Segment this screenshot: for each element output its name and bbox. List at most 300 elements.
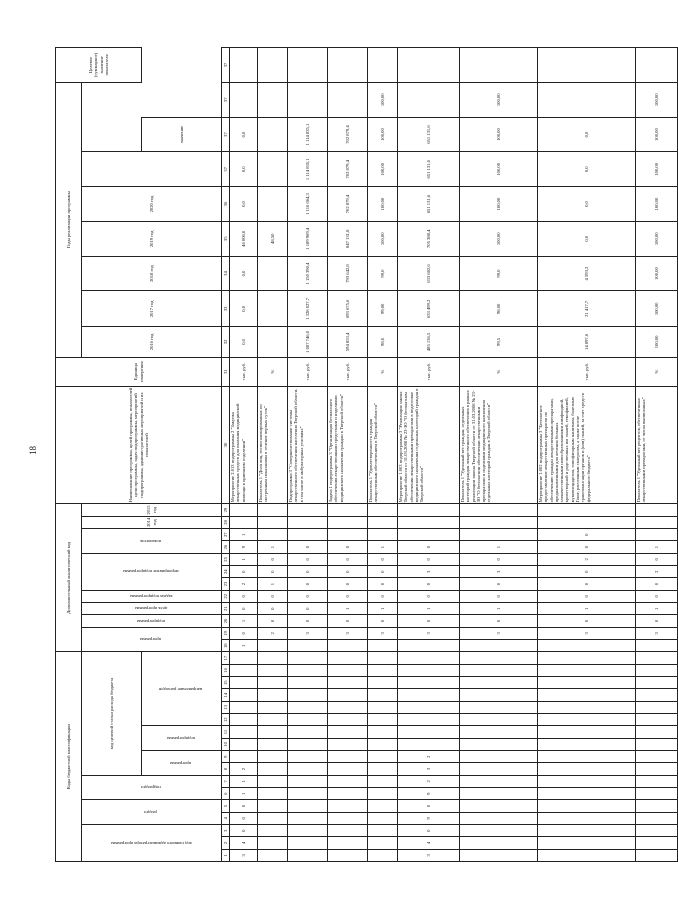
year-value-cell: 702 879,4 <box>328 187 368 222</box>
year-value-cell: 100,00 <box>460 187 538 222</box>
column-index-cell: 27 <box>222 529 230 541</box>
code-cell <box>288 812 328 824</box>
code-cell <box>328 640 368 652</box>
table-body <box>230 48 678 862</box>
code-cell: 1 <box>636 541 678 553</box>
column-index-cell: 34 <box>222 256 230 291</box>
code-cell: 0 <box>258 590 288 602</box>
code-cell: 0 <box>288 578 328 590</box>
code-cell <box>288 516 328 528</box>
code-cell <box>398 726 460 738</box>
row-name: Показатель 1 "Удельный вес рецептов, обеспеченных лекарственными препаратами, от числа выписанных" <box>636 386 678 504</box>
code-cell <box>636 800 678 812</box>
code-cell <box>460 640 538 652</box>
code-cell <box>258 516 288 528</box>
year-value-cell: 100,00 <box>368 221 398 256</box>
code-cell <box>398 689 460 701</box>
year-value-cell: 651 131,6 <box>398 152 460 187</box>
year-value-cell <box>258 187 288 222</box>
code-cell: 3 <box>538 627 636 639</box>
page-number: 18 <box>28 446 38 455</box>
column-index-cell: 32 <box>222 327 230 357</box>
year-value-cell: 100,00 <box>368 187 398 222</box>
column-index-cell: 29 <box>222 504 230 516</box>
year-value-cell: 1 150 390,4 <box>288 256 328 291</box>
column-index-cell: 35 <box>222 221 230 256</box>
code-cell <box>460 738 538 750</box>
year-value-cell: 1 116 064,3 <box>288 187 328 222</box>
column-index-cell: 3 <box>222 825 230 837</box>
header-podrazdel: подраздел <box>82 775 222 800</box>
code-cell: 1 <box>230 553 258 565</box>
code-cell <box>328 738 368 750</box>
year-value-cell: 485 136,5 <box>398 327 460 357</box>
header-target-value: значение <box>142 117 222 152</box>
column-index-cell: 1 <box>222 849 230 861</box>
table-row <box>288 48 328 862</box>
year-value-cell: 1 189 969,4 <box>288 221 328 256</box>
year-value-cell: 705 388,4 <box>398 221 460 256</box>
year-value-cell: 4 593,2 <box>538 256 636 291</box>
header-programma-extra: программа <box>82 627 222 652</box>
code-cell <box>288 726 328 738</box>
header-admin: код главного администратора программы <box>82 825 222 862</box>
year-value-cell: 693 675,6 <box>328 291 368 327</box>
code-cell <box>636 516 678 528</box>
code-cell <box>460 812 538 824</box>
header-codes: Коды бюджетной классификации <box>56 652 82 862</box>
code-cell: 3 <box>460 566 538 578</box>
table-row <box>538 48 636 862</box>
column-index-cell: 15 <box>222 677 230 689</box>
row-unit: % <box>460 357 538 386</box>
code-cell: 3 <box>368 627 398 639</box>
code-cell: 2 <box>636 566 678 578</box>
code-cell <box>636 788 678 800</box>
row-unit: тыс. руб. <box>230 357 258 386</box>
code-cell <box>368 825 398 837</box>
code-cell: 1 <box>230 640 258 652</box>
target-value-cell <box>230 82 258 117</box>
code-cell <box>368 763 398 775</box>
code-cell: 1 <box>230 529 258 541</box>
code-cell <box>460 800 538 812</box>
code-cell <box>398 714 460 726</box>
row-unit: % <box>636 357 678 386</box>
code-cell <box>460 849 538 861</box>
code-cell <box>368 775 398 787</box>
column-index-cell: 10 <box>222 738 230 750</box>
code-cell <box>636 529 678 541</box>
target-extra-cell <box>288 48 328 83</box>
column-index-cell: 11 <box>222 726 230 738</box>
code-cell <box>258 812 288 824</box>
code-cell: 0 <box>328 553 368 565</box>
code-cell <box>538 825 636 837</box>
code-cell <box>258 825 288 837</box>
year-value-cell: 100,00 <box>368 117 398 152</box>
code-cell <box>368 516 398 528</box>
code-cell <box>230 677 258 689</box>
code-cell <box>328 652 368 664</box>
code-cell <box>328 763 368 775</box>
code-cell <box>328 800 368 812</box>
code-cell <box>368 701 398 713</box>
code-cell <box>230 652 258 664</box>
code-cell: 1 <box>368 603 398 615</box>
code-cell <box>288 652 328 664</box>
column-index-cell: 22 <box>222 590 230 602</box>
row-name: Мероприятие 1.003 подпрограммы 3 "Реализация закона Тверской области от 31.03.2008 № 23-ЗО "О бесплатном обеспечении лекарственными препаратами в подготовке медицинского назначения отдельных категорий граждан в Тверской области" <box>398 386 460 504</box>
row-name: Показатель 1 "Удельный вес граждан, отдельных категорий граждан лекарственного обеспечения в рамках реализации закона Тверской области от 31.03.2008 № 23-ЗО "О бесплатном обеспечении лекарственными препаратами и изделиями медицинского назначения отдельных категорий граждан в Тверской области" <box>460 386 538 504</box>
row-unit: % <box>368 357 398 386</box>
header-cel: цель программы <box>82 603 222 615</box>
target-value-cell <box>258 82 288 117</box>
code-cell: 0 <box>538 529 636 541</box>
year-value-cell: 100,00 <box>636 256 678 291</box>
code-cell: 1 <box>328 603 368 615</box>
year-value-cell: 100,00 <box>636 187 678 222</box>
header-zadacha: задача подпрограммы <box>82 590 222 602</box>
code-cell: 9 <box>398 788 460 800</box>
code-cell: 0 <box>460 590 538 602</box>
code-cell: 0 <box>288 590 328 602</box>
year-value-cell: 0,0 <box>538 117 636 152</box>
year-value-cell: 98,00 <box>460 291 538 327</box>
code-cell <box>368 837 398 849</box>
code-cell <box>460 529 538 541</box>
code-cell <box>328 788 368 800</box>
code-cell: 3 <box>636 627 678 639</box>
code-cell: 0 <box>258 603 288 615</box>
code-cell <box>398 652 460 664</box>
code-cell <box>398 504 460 516</box>
code-cell <box>460 837 538 849</box>
code-cell <box>636 751 678 763</box>
column-index-cell: 20 <box>222 615 230 627</box>
code-cell <box>460 664 538 676</box>
code-cell <box>368 800 398 812</box>
header-2015: 2015 год <box>82 504 222 516</box>
target-extra-cell <box>328 48 368 83</box>
table-row <box>398 48 460 862</box>
year-value-cell <box>258 256 288 291</box>
column-index-cell: 30 <box>222 386 230 504</box>
year-value-cell: 100,00 <box>636 152 678 187</box>
column-index-cell: 37 <box>222 117 230 152</box>
code-cell <box>288 701 328 713</box>
year-value-cell: 594 853,4 <box>328 327 368 357</box>
code-cell: 0 <box>258 615 288 627</box>
code-cell <box>538 689 636 701</box>
code-cell: 0 <box>368 578 398 590</box>
code-cell <box>328 726 368 738</box>
code-cell <box>538 677 636 689</box>
code-cell: 0 <box>398 825 460 837</box>
code-cell: 0 <box>328 541 368 553</box>
code-cell <box>368 849 398 861</box>
header-year-blank <box>82 152 222 187</box>
code-cell: 0 <box>636 590 678 602</box>
header-programma: программа <box>142 751 222 776</box>
code-cell <box>368 751 398 763</box>
code-cell: 1 <box>460 541 538 553</box>
column-index-cell: 6 <box>222 788 230 800</box>
code-cell <box>460 763 538 775</box>
code-cell: 2 <box>258 627 288 639</box>
column-index-cell: 9 <box>222 751 230 763</box>
year-value-cell: 0,0 <box>230 187 258 222</box>
code-cell: 3 <box>398 566 460 578</box>
year-value-cell: 0,0 <box>538 152 636 187</box>
code-cell <box>368 504 398 516</box>
year-value-cell: 0,0 <box>230 152 258 187</box>
row-unit: тыс. руб. <box>328 357 368 386</box>
code-cell <box>636 664 678 676</box>
year-value-cell <box>258 152 288 187</box>
row-name: Мероприятие 2.013 подпрограммы 2 "Закупка лекарственных средств для оказания медицинской помощи в приемном отделении" <box>230 386 258 504</box>
table-row <box>636 48 678 862</box>
column-index-cell: 8 <box>222 763 230 775</box>
code-cell <box>398 516 460 528</box>
column-index-cell: 19 <box>222 627 230 639</box>
code-cell <box>636 825 678 837</box>
code-cell <box>398 640 460 652</box>
code-cell: 0 <box>288 553 328 565</box>
code-cell: 0 <box>328 615 368 627</box>
header-years: Годы реализации программы <box>56 82 82 357</box>
code-cell: 0 <box>460 615 538 627</box>
code-cell <box>636 714 678 726</box>
column-index-cell: 21 <box>222 603 230 615</box>
year-value-cell: 0,0 <box>230 327 258 357</box>
code-cell <box>230 714 258 726</box>
code-cell <box>636 837 678 849</box>
target-value-cell <box>328 82 368 117</box>
code-cell: 0 <box>398 590 460 602</box>
code-cell <box>328 751 368 763</box>
code-cell: 2 <box>538 553 636 565</box>
code-cell <box>636 677 678 689</box>
column-index-cell: 12 <box>222 714 230 726</box>
code-cell <box>538 714 636 726</box>
code-cell: 0 <box>230 627 258 639</box>
code-cell: 0 <box>368 553 398 565</box>
code-cell <box>368 714 398 726</box>
year-value-cell: 100,00 <box>636 327 678 357</box>
code-cell <box>288 837 328 849</box>
code-cell <box>460 726 538 738</box>
header-razdel: раздел <box>82 800 222 825</box>
code-cell: 1 <box>258 541 288 553</box>
table-row <box>230 48 258 862</box>
code-cell: 0 <box>368 615 398 627</box>
code-cell <box>636 689 678 701</box>
code-cell <box>258 788 288 800</box>
code-cell <box>230 689 258 701</box>
target-value-cell: 100,00 <box>460 82 538 117</box>
code-cell: 0 <box>288 566 328 578</box>
code-cell <box>368 788 398 800</box>
column-index-cell: 7 <box>222 775 230 787</box>
target-value-cell: 100,00 <box>636 82 678 117</box>
code-cell <box>328 664 368 676</box>
code-cell: 0 <box>636 615 678 627</box>
column-index-cell: 17 <box>222 652 230 664</box>
code-cell <box>230 664 258 676</box>
code-cell: 0 <box>398 800 460 812</box>
year-value-cell: 100,00 <box>460 152 538 187</box>
column-index-cell: 5 <box>222 800 230 812</box>
code-cell <box>328 529 368 541</box>
code-cell: 0 <box>398 553 460 565</box>
code-cell: 0 <box>538 578 636 590</box>
code-cell <box>288 714 328 726</box>
header-2020: 2020 год <box>82 187 222 222</box>
code-cell <box>538 652 636 664</box>
target-extra-cell <box>460 48 538 83</box>
code-cell <box>258 763 288 775</box>
code-cell <box>288 788 328 800</box>
year-value-cell: 99,00 <box>368 291 398 327</box>
year-value-cell: 1 007 746,0 <box>288 327 328 357</box>
row-name: Показатель 1 "Доля лиц, госпитализированных по экстренным показаниям в течение первых суток" <box>258 386 288 504</box>
code-cell <box>636 701 678 713</box>
code-cell: 0 <box>538 590 636 602</box>
column-index-row <box>222 48 230 862</box>
year-value-cell: 1 114 835,1 <box>288 117 328 152</box>
code-cell <box>328 775 368 787</box>
code-cell: 0 <box>460 553 538 565</box>
code-cell: 0 <box>398 615 460 627</box>
code-cell: 0 <box>258 566 288 578</box>
row-name: Мероприятие 1.002 подпрограммы 3 "Бесплатное предоставление лекарственных препаратов по обеспечению граждан лекарственными препаратами, предназначенными для лечения больных злокачественными новообразованиями лимфоидной, кроветворной и родственных им тканей, гемофилией, муковисцидозом, гипофизарным нанизмом, болезнью Гоше, рассеянным склерозом, а также после трансплантации органов и (или) тканей, за счет средств федерального бюджета" <box>538 386 636 504</box>
code-cell <box>368 664 398 676</box>
code-cell <box>258 751 288 763</box>
header-napravlenie: направление расходов <box>142 652 222 726</box>
code-cell: 1 <box>636 603 678 615</box>
code-cell <box>460 701 538 713</box>
table-row <box>368 48 398 862</box>
code-cell <box>538 664 636 676</box>
code-cell <box>288 504 328 516</box>
column-index-cell: 25 <box>222 553 230 565</box>
code-cell <box>636 738 678 750</box>
target-extra-cell <box>230 48 258 83</box>
code-cell: 0 <box>328 590 368 602</box>
year-value-cell: 847 131,8 <box>328 221 368 256</box>
target-extra-cell <box>368 48 398 83</box>
code-cell <box>368 677 398 689</box>
code-cell <box>460 516 538 528</box>
header-pokazatel: показатель <box>82 529 222 554</box>
target-extra-cell <box>538 48 636 83</box>
code-cell: 0 <box>368 590 398 602</box>
code-cell <box>636 504 678 516</box>
code-cell <box>258 664 288 676</box>
column-index-cell: 23 <box>222 578 230 590</box>
year-value-cell: 100,00 <box>636 291 678 327</box>
code-cell <box>398 529 460 541</box>
code-cell: 0 <box>230 800 258 812</box>
column-index-cell: 37 <box>222 152 230 187</box>
year-value-cell: 100,00 <box>368 152 398 187</box>
code-cell <box>328 689 368 701</box>
code-cell: 1 <box>258 578 288 590</box>
code-cell: 2 <box>230 578 258 590</box>
code-cell: 0 <box>288 615 328 627</box>
table-row <box>258 48 288 862</box>
year-value-cell: 702 879,4 <box>328 152 368 187</box>
code-cell: 3 <box>230 849 258 861</box>
code-cell: 3 <box>288 627 328 639</box>
column-index-cell: 31 <box>222 357 230 386</box>
year-value-cell: 99,0 <box>368 256 398 291</box>
code-cell <box>258 800 288 812</box>
row-name: Подпрограмма 3 "Совершенствование системы лекарственного обеспечения населения Тверской области, в том числе в амбулаторных условиях" <box>288 386 328 504</box>
code-cell: 4 <box>230 837 258 849</box>
row-unit: тыс. руб. <box>288 357 328 386</box>
year-value-cell: 0,0 <box>230 256 258 291</box>
column-index-cell: 36 <box>222 187 230 222</box>
column-index-cell: 24 <box>222 566 230 578</box>
code-cell <box>230 738 258 750</box>
column-index-cell: 33 <box>222 291 230 327</box>
header-podprogramma-extra: подпрограмма <box>82 615 222 627</box>
year-value-cell: 1 328 027,7 <box>288 291 328 327</box>
code-cell <box>258 652 288 664</box>
code-cell: 0 <box>258 553 288 565</box>
code-cell <box>258 726 288 738</box>
code-cell <box>460 714 538 726</box>
column-index-cell: 37 <box>222 48 230 83</box>
code-cell <box>538 800 636 812</box>
year-value-cell <box>258 117 288 152</box>
code-cell: 2 <box>398 751 460 763</box>
code-cell: 9 <box>230 541 258 553</box>
code-cell <box>398 738 460 750</box>
year-value-cell <box>258 327 288 357</box>
year-value-cell: 21 417,7 <box>538 291 636 327</box>
header-kbk: код целевой статьи расхода бюджета <box>82 652 142 775</box>
code-cell <box>368 738 398 750</box>
column-index-cell: 18 <box>222 640 230 652</box>
header-podprogramma: подпрограмма <box>142 726 222 751</box>
year-value-cell: 100,00 <box>636 117 678 152</box>
column-index-cell: 2 <box>222 837 230 849</box>
code-cell <box>328 837 368 849</box>
column-index-cell: 4 <box>222 812 230 824</box>
code-cell <box>460 677 538 689</box>
code-cell <box>258 849 288 861</box>
code-cell <box>288 677 328 689</box>
code-cell: 0 <box>636 578 678 590</box>
code-cell <box>538 812 636 824</box>
target-extra-cell <box>398 48 460 83</box>
target-value-cell <box>538 82 636 117</box>
code-cell <box>258 714 288 726</box>
code-cell <box>636 640 678 652</box>
column-index-cell: 37 <box>222 82 230 117</box>
code-cell <box>538 516 636 528</box>
code-cell <box>636 763 678 775</box>
table-row <box>328 48 368 862</box>
code-cell <box>538 504 636 516</box>
code-cell: 1 <box>230 775 258 787</box>
code-cell <box>288 775 328 787</box>
header-2017: 2017 год <box>82 291 222 327</box>
code-cell: 0 <box>398 578 460 590</box>
